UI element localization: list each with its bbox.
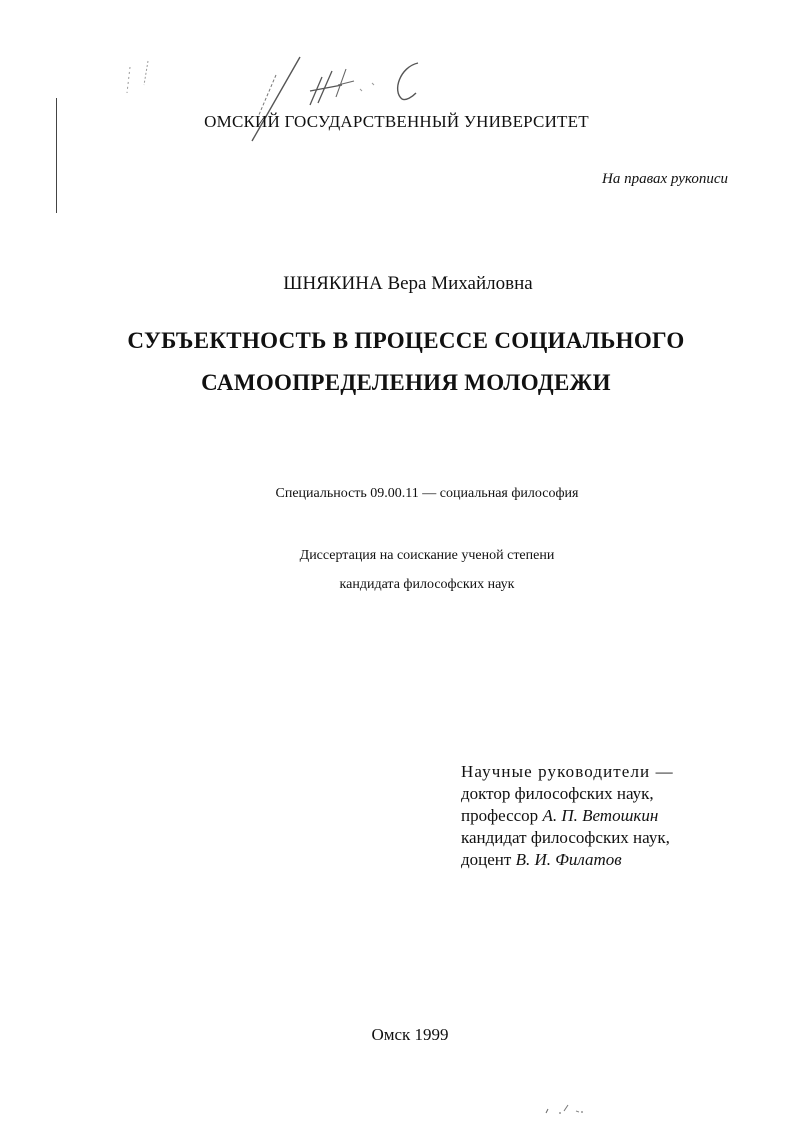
supervisor-2-line (461, 849, 674, 871)
title-line-1: СУБЪЕКТНОСТЬ В ПРОЦЕССЕ СОЦИАЛЬНОГО (127, 328, 685, 353)
dissertation-title (0, 320, 793, 404)
supervisor-1-line (461, 805, 674, 827)
dissertation-degree (0, 541, 793, 599)
city-year: Омск 1999 (371, 1025, 449, 1044)
scan-specks (530, 1095, 600, 1125)
author-name: ШНЯКИНА Вера Михайловна (283, 273, 533, 294)
manuscript-rights-note: На правах рукописи (602, 171, 728, 187)
supervisors-heading: Научные руководители — (461, 762, 674, 781)
degree-line-1: Диссертация на соискание ученой степени (299, 548, 555, 563)
supervisors-block (461, 761, 674, 871)
supervisor-2-name: В. И. Филатов (515, 850, 622, 869)
supervisor-2-degree: кандидат философских наук, (461, 828, 670, 847)
supervisor-1-degree: доктор философских наук, (461, 784, 654, 803)
supervisor-2-rank: доцент (461, 850, 512, 869)
degree-line-2: кандидата философских наук (339, 577, 515, 592)
specialty-line: Специальность 09.00.11 — социальная философия (275, 486, 579, 501)
supervisor-1-name: А. П. Ветошкин (542, 806, 659, 825)
title-line-2: САМООПРЕДЕЛЕНИЯ МОЛОДЕЖИ (201, 370, 611, 395)
supervisor-1-rank: профессор (461, 806, 539, 825)
handwritten-mark (100, 45, 440, 155)
university-name: ОМСКИЙ ГОСУДАРСТВЕННЫЙ УНИВЕРСИТЕТ (204, 112, 589, 131)
